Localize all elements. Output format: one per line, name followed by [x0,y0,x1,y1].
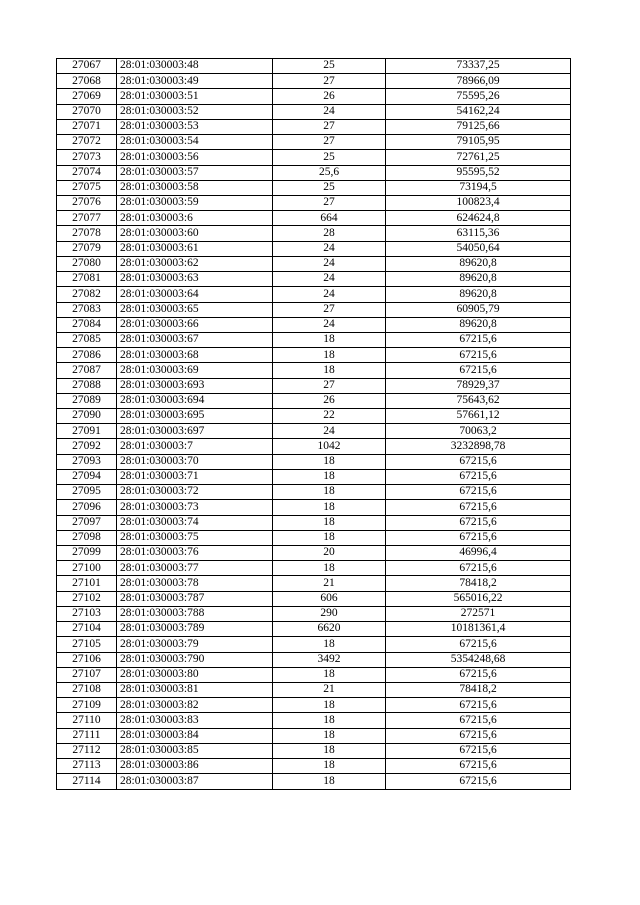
table-row [57,698,571,713]
area-cell: 18 [273,774,386,789]
cadastral-value-cell: 67215,6 [386,743,571,758]
table-row [57,135,571,150]
area-cell: 18 [273,469,386,484]
area-cell: 18 [273,667,386,682]
area-cell: 18 [273,530,386,545]
cadastral-value-cell: 73194,5 [386,180,571,195]
cadastral-number-cell: 28:01:030003:56 [117,150,273,165]
area-cell: 1042 [273,439,386,454]
cadastral-number-cell: 28:01:030003:54 [117,135,273,150]
table-row [57,104,571,119]
row-number-cell: 27097 [57,515,117,530]
row-number-cell: 27103 [57,606,117,621]
area-cell: 18 [273,348,386,363]
row-number-cell: 27110 [57,713,117,728]
cadastral-value-cell: 624624,8 [386,211,571,226]
cadastral-value-cell: 67215,6 [386,500,571,515]
row-number-cell: 27091 [57,424,117,439]
cadastral-number-cell: 28:01:030003:695 [117,409,273,424]
cadastral-number-cell: 28:01:030003:51 [117,89,273,104]
table-row [57,530,571,545]
table-row [57,515,571,530]
cadastral-number-cell: 28:01:030003:84 [117,728,273,743]
cadastral-value-cell: 67215,6 [386,637,571,652]
cadastral-value-cell: 89620,8 [386,256,571,271]
table-row [57,393,571,408]
cadastral-value-table [56,58,571,790]
table-row [57,454,571,469]
area-cell: 3492 [273,652,386,667]
cadastral-number-cell: 28:01:030003:787 [117,591,273,606]
table-row [57,485,571,500]
cadastral-value-cell: 565016,22 [386,591,571,606]
cadastral-number-cell: 28:01:030003:697 [117,424,273,439]
table-row [57,667,571,682]
row-number-cell: 27113 [57,759,117,774]
cadastral-value-cell: 95595,52 [386,165,571,180]
cadastral-number-cell: 28:01:030003:52 [117,104,273,119]
cadastral-value-cell: 67215,6 [386,485,571,500]
row-number-cell: 27069 [57,89,117,104]
cadastral-value-cell: 54050,64 [386,241,571,256]
cadastral-number-cell: 28:01:030003:59 [117,195,273,210]
area-cell: 18 [273,728,386,743]
cadastral-number-cell: 28:01:030003:693 [117,378,273,393]
cadastral-number-cell: 28:01:030003:75 [117,530,273,545]
area-cell: 606 [273,591,386,606]
cadastral-number-cell: 28:01:030003:60 [117,226,273,241]
cadastral-value-cell: 67215,6 [386,530,571,545]
area-cell: 25,6 [273,165,386,180]
cadastral-number-cell: 28:01:030003:53 [117,119,273,134]
cadastral-number-cell: 28:01:030003:789 [117,622,273,637]
cadastral-value-cell: 67215,6 [386,515,571,530]
table-row [57,682,571,697]
cadastral-value-cell: 67215,6 [386,774,571,789]
cadastral-number-cell: 28:01:030003:68 [117,348,273,363]
table-row [57,743,571,758]
row-number-cell: 27074 [57,165,117,180]
table-row [57,652,571,667]
cadastral-value-cell: 67215,6 [386,698,571,713]
area-cell: 25 [273,150,386,165]
table-row [57,119,571,134]
row-number-cell: 27089 [57,393,117,408]
table-row [57,256,571,271]
table-row [57,348,571,363]
table-row [57,180,571,195]
cadastral-value-cell: 57661,12 [386,409,571,424]
cadastral-number-cell: 28:01:030003:61 [117,241,273,256]
cadastral-number-cell: 28:01:030003:85 [117,743,273,758]
row-number-cell: 27107 [57,667,117,682]
table-row [57,150,571,165]
cadastral-value-cell: 67215,6 [386,332,571,347]
area-cell: 6620 [273,622,386,637]
cadastral-value-cell: 78418,2 [386,576,571,591]
area-cell: 290 [273,606,386,621]
cadastral-value-cell: 5354248,68 [386,652,571,667]
cadastral-value-cell: 10181361,4 [386,622,571,637]
row-number-cell: 27084 [57,317,117,332]
cadastral-number-cell: 28:01:030003:72 [117,485,273,500]
area-cell: 664 [273,211,386,226]
cadastral-value-cell: 78418,2 [386,682,571,697]
area-cell: 18 [273,561,386,576]
row-number-cell: 27092 [57,439,117,454]
table-row [57,439,571,454]
cadastral-number-cell: 28:01:030003:57 [117,165,273,180]
cadastral-value-cell: 67215,6 [386,348,571,363]
table-row [57,637,571,652]
area-cell: 18 [273,500,386,515]
table-row [57,576,571,591]
row-number-cell: 27102 [57,591,117,606]
cadastral-number-cell: 28:01:030003:70 [117,454,273,469]
cadastral-number-cell: 28:01:030003:76 [117,546,273,561]
cadastral-value-cell: 46996,4 [386,546,571,561]
row-number-cell: 27108 [57,682,117,697]
cadastral-number-cell: 28:01:030003:62 [117,256,273,271]
row-number-cell: 27111 [57,728,117,743]
row-number-cell: 27112 [57,743,117,758]
row-number-cell: 27079 [57,241,117,256]
area-cell: 24 [273,317,386,332]
area-cell: 27 [273,119,386,134]
row-number-cell: 27077 [57,211,117,226]
cadastral-value-cell: 272571 [386,606,571,621]
table-row [57,302,571,317]
cadastral-number-cell: 28:01:030003:67 [117,332,273,347]
row-number-cell: 27106 [57,652,117,667]
cadastral-number-cell: 28:01:030003:788 [117,606,273,621]
row-number-cell: 27070 [57,104,117,119]
table-row [57,774,571,789]
table-row [57,89,571,104]
cadastral-value-cell: 67215,6 [386,469,571,484]
row-number-cell: 27087 [57,363,117,378]
table-row [57,378,571,393]
cadastral-value-cell: 73337,25 [386,59,571,74]
area-cell: 24 [273,272,386,287]
cadastral-value-cell: 72761,25 [386,150,571,165]
cadastral-value-cell: 63115,36 [386,226,571,241]
cadastral-value-cell: 67215,6 [386,713,571,728]
area-cell: 26 [273,89,386,104]
table-row [57,363,571,378]
cadastral-number-cell: 28:01:030003:66 [117,317,273,332]
cadastral-number-cell: 28:01:030003:78 [117,576,273,591]
cadastral-value-cell: 54162,24 [386,104,571,119]
cadastral-number-cell: 28:01:030003:83 [117,713,273,728]
row-number-cell: 27090 [57,409,117,424]
row-number-cell: 27093 [57,454,117,469]
cadastral-number-cell: 28:01:030003:63 [117,272,273,287]
cadastral-value-cell: 3232898,78 [386,439,571,454]
cadastral-value-cell: 60905,79 [386,302,571,317]
cadastral-value-cell: 100823,4 [386,195,571,210]
cadastral-number-cell: 28:01:030003:69 [117,363,273,378]
cadastral-value-cell: 67215,6 [386,454,571,469]
cadastral-number-cell: 28:01:030003:80 [117,667,273,682]
area-cell: 27 [273,195,386,210]
cadastral-number-cell: 28:01:030003:65 [117,302,273,317]
cadastral-number-cell: 28:01:030003:71 [117,469,273,484]
table-row [57,713,571,728]
table-row [57,606,571,621]
cadastral-number-cell: 28:01:030003:73 [117,500,273,515]
cadastral-number-cell: 28:01:030003:6 [117,211,273,226]
cadastral-number-cell: 28:01:030003:48 [117,59,273,74]
cadastral-number-cell: 28:01:030003:64 [117,287,273,302]
row-number-cell: 27096 [57,500,117,515]
cadastral-number-cell: 28:01:030003:694 [117,393,273,408]
cadastral-number-cell: 28:01:030003:82 [117,698,273,713]
area-cell: 18 [273,363,386,378]
area-cell: 27 [273,74,386,89]
cadastral-number-cell: 28:01:030003:79 [117,637,273,652]
table-row [57,759,571,774]
area-cell: 24 [273,256,386,271]
cadastral-value-cell: 67215,6 [386,667,571,682]
cadastral-value-cell: 70063,2 [386,424,571,439]
cadastral-value-cell: 67215,6 [386,728,571,743]
row-number-cell: 27101 [57,576,117,591]
table-row [57,409,571,424]
area-cell: 24 [273,241,386,256]
row-number-cell: 27068 [57,74,117,89]
row-number-cell: 27114 [57,774,117,789]
table-row [57,211,571,226]
area-cell: 25 [273,59,386,74]
row-number-cell: 27083 [57,302,117,317]
table-row [57,332,571,347]
cadastral-number-cell: 28:01:030003:87 [117,774,273,789]
table-body [57,59,571,790]
row-number-cell: 27109 [57,698,117,713]
row-number-cell: 27100 [57,561,117,576]
area-cell: 27 [273,302,386,317]
cadastral-number-cell: 28:01:030003:74 [117,515,273,530]
cadastral-number-cell: 28:01:030003:49 [117,74,273,89]
area-cell: 18 [273,454,386,469]
area-cell: 21 [273,682,386,697]
area-cell: 24 [273,287,386,302]
row-number-cell: 27099 [57,546,117,561]
area-cell: 18 [273,515,386,530]
row-number-cell: 27067 [57,59,117,74]
cadastral-value-cell: 79125,66 [386,119,571,134]
cadastral-number-cell: 28:01:030003:81 [117,682,273,697]
cadastral-value-cell: 89620,8 [386,317,571,332]
area-cell: 28 [273,226,386,241]
cadastral-number-cell: 28:01:030003:58 [117,180,273,195]
row-number-cell: 27085 [57,332,117,347]
area-cell: 20 [273,546,386,561]
row-number-cell: 27076 [57,195,117,210]
table-row [57,165,571,180]
table-row [57,591,571,606]
area-cell: 18 [273,713,386,728]
table-row [57,74,571,89]
row-number-cell: 27105 [57,637,117,652]
area-cell: 18 [273,485,386,500]
cadastral-value-cell: 78929,37 [386,378,571,393]
table-row [57,241,571,256]
table-row [57,728,571,743]
area-cell: 24 [273,424,386,439]
row-number-cell: 27080 [57,256,117,271]
cadastral-value-cell: 75595,26 [386,89,571,104]
area-cell: 18 [273,698,386,713]
table-row [57,546,571,561]
table-row [57,226,571,241]
row-number-cell: 27086 [57,348,117,363]
area-cell: 27 [273,378,386,393]
table-row [57,59,571,74]
cadastral-value-cell: 89620,8 [386,287,571,302]
row-number-cell: 27098 [57,530,117,545]
row-number-cell: 27075 [57,180,117,195]
cadastral-value-cell: 79105,95 [386,135,571,150]
area-cell: 24 [273,104,386,119]
area-cell: 18 [273,743,386,758]
row-number-cell: 27073 [57,150,117,165]
cadastral-value-cell: 67215,6 [386,561,571,576]
row-number-cell: 27071 [57,119,117,134]
cadastral-number-cell: 28:01:030003:86 [117,759,273,774]
cadastral-value-cell: 89620,8 [386,272,571,287]
row-number-cell: 27094 [57,469,117,484]
row-number-cell: 27082 [57,287,117,302]
table-row [57,195,571,210]
area-cell: 25 [273,180,386,195]
table-row [57,424,571,439]
cadastral-number-cell: 28:01:030003:790 [117,652,273,667]
cadastral-number-cell: 28:01:030003:77 [117,561,273,576]
cadastral-value-cell: 67215,6 [386,363,571,378]
row-number-cell: 27104 [57,622,117,637]
row-number-cell: 27095 [57,485,117,500]
area-cell: 27 [273,135,386,150]
row-number-cell: 27081 [57,272,117,287]
row-number-cell: 27072 [57,135,117,150]
row-number-cell: 27078 [57,226,117,241]
table-row [57,561,571,576]
cadastral-value-cell: 78966,09 [386,74,571,89]
cadastral-value-cell: 67215,6 [386,759,571,774]
cadastral-value-cell: 75643,62 [386,393,571,408]
area-cell: 18 [273,637,386,652]
area-cell: 18 [273,332,386,347]
table-row [57,469,571,484]
table-row [57,500,571,515]
area-cell: 18 [273,759,386,774]
cadastral-number-cell: 28:01:030003:7 [117,439,273,454]
table-row [57,272,571,287]
row-number-cell: 27088 [57,378,117,393]
table-row [57,317,571,332]
table-row [57,287,571,302]
area-cell: 21 [273,576,386,591]
table-row [57,622,571,637]
area-cell: 22 [273,409,386,424]
area-cell: 26 [273,393,386,408]
